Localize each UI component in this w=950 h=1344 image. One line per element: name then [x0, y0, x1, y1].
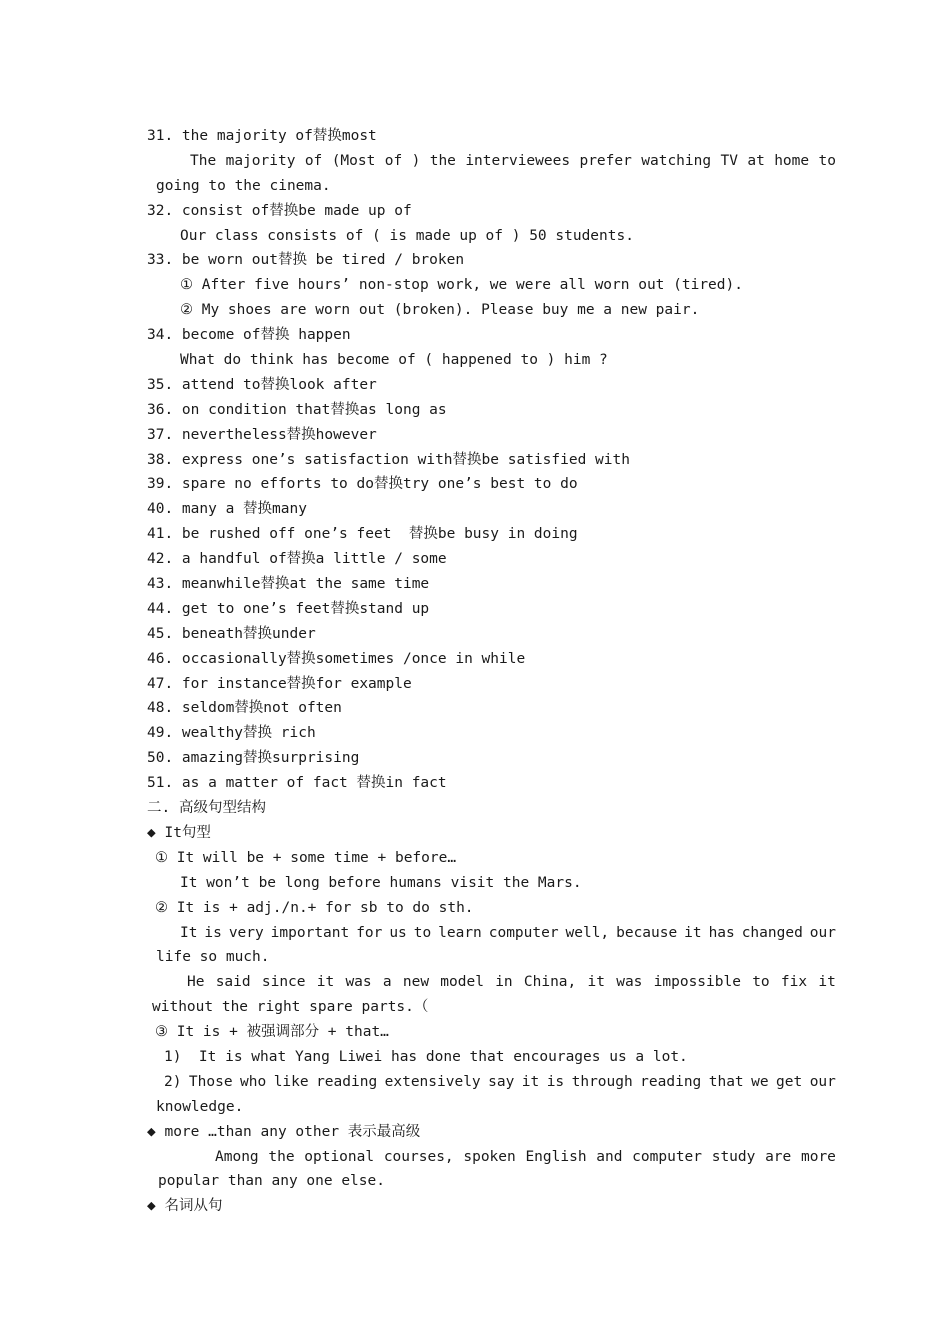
word: we — [751, 1073, 769, 1090]
word: majority — [225, 152, 296, 169]
word: a — [382, 974, 392, 991]
word: of — [304, 152, 323, 169]
text-line: 41. be rushed off one’s feet 替换be busy in doing — [147, 526, 578, 543]
word: it — [587, 974, 605, 991]
document-body — [0, 124, 950, 1219]
word: of — [384, 152, 403, 169]
word: spoken — [463, 1148, 516, 1165]
text-line — [0, 921, 836, 946]
word: courses, — [383, 1148, 454, 1165]
word: it — [316, 974, 335, 991]
text-line: 48. seldom替换not often — [147, 700, 342, 717]
text-line: 39. spare no efforts to do替换try one’s best to do — [147, 476, 578, 493]
word: Among — [215, 1148, 259, 1165]
text-line: going to the cinema. — [156, 177, 331, 194]
text-line — [0, 970, 836, 995]
word: new — [402, 974, 430, 991]
text-line: 42. a handful of替换a little / some — [147, 551, 447, 568]
word: us — [389, 924, 407, 941]
word: optional — [304, 1148, 375, 1165]
text-line: ◆ It句型 — [147, 824, 211, 841]
text-line: without the right spare parts.（ — [152, 999, 429, 1016]
word: watching — [641, 152, 712, 169]
text-line: 38. express one’s satisfaction with替换be satisfied with — [147, 451, 630, 468]
word: Those — [188, 1073, 233, 1090]
word: ) — [411, 152, 421, 169]
text-line: 37. nevertheless替换however — [147, 426, 377, 443]
word: our — [809, 924, 836, 941]
word: English — [525, 1148, 587, 1165]
text-line: 51. as a matter of fact 替换in fact — [147, 775, 447, 792]
word: it — [684, 924, 702, 941]
word: home — [774, 152, 810, 169]
text-line: 47. for instance替换for example — [147, 675, 412, 692]
text-line: 33. be worn out替换 be tired / broken — [147, 252, 465, 269]
text-line — [0, 1145, 836, 1170]
word: important — [270, 924, 350, 941]
text-line: knowledge. — [156, 1098, 244, 1115]
word: because — [616, 924, 678, 941]
word: is — [546, 1073, 565, 1090]
word: the — [268, 1148, 295, 1165]
text-line: ② It is + adj./n.+ for sb to do sth. — [155, 899, 474, 916]
word: say — [488, 1073, 515, 1090]
word: It — [180, 924, 198, 941]
word: in — [495, 974, 513, 991]
word: was — [616, 974, 643, 991]
word: to — [818, 152, 836, 169]
text-line: 32. consist of替换be made up of — [147, 202, 412, 219]
word: fix — [780, 974, 808, 991]
word: has — [708, 924, 735, 941]
text-line: What do think has become of ( happened to ) him ? — [180, 352, 608, 369]
text-line: Our class consists of ( is made up of ) 50 students. — [180, 227, 634, 244]
text-line: 31. the majority of替换most — [147, 128, 377, 144]
text-line: 1) It is what Yang Liwei has done that encourages us a lot. — [164, 1048, 688, 1065]
word: it — [818, 974, 836, 991]
word: extensively — [384, 1073, 481, 1090]
word: are — [765, 1148, 792, 1165]
text-line — [0, 1070, 836, 1095]
word: computer — [488, 924, 559, 941]
text-line: 36. on condition that替换as long as — [147, 401, 447, 418]
word: and — [596, 1148, 623, 1165]
text-line: 45. beneath替换under — [147, 625, 316, 642]
text-line: 35. attend to替换look after — [147, 376, 377, 393]
word: changed — [741, 924, 803, 941]
word: was — [345, 974, 372, 991]
text-line: ③ It is + 被强调部分 + that… — [155, 1024, 389, 1041]
text-line: popular than any one else. — [158, 1173, 385, 1190]
word: get — [776, 1073, 803, 1090]
word: that — [708, 1073, 744, 1090]
word: TV — [720, 152, 738, 169]
word: to — [413, 924, 432, 941]
word: more — [800, 1148, 836, 1165]
word: our — [809, 1073, 836, 1090]
text-line: 43. meanwhile替换at the same time — [147, 576, 430, 593]
word: to — [752, 974, 770, 991]
word: at — [747, 152, 765, 169]
word: it — [521, 1073, 540, 1090]
word: study — [711, 1148, 756, 1165]
word: (Most — [331, 152, 376, 169]
word: since — [261, 974, 306, 991]
word: said — [215, 974, 251, 991]
text-line: 二. 高级句型结构 — [147, 800, 266, 817]
word: who — [240, 1073, 267, 1090]
text-line: ① It will be + some time + before… — [155, 849, 457, 866]
text-line: life so much. — [156, 949, 270, 966]
text-line: 46. occasionally替换sometimes /once in while — [147, 650, 526, 667]
word: is — [204, 924, 222, 941]
word: learn — [438, 924, 482, 941]
text-line: 44. get to one’s feet替换stand up — [147, 600, 430, 617]
word: the — [429, 152, 456, 169]
text-line: It won’t be long before humans visit the Mars. — [180, 874, 582, 891]
text-line: ② My shoes are worn out (broken). Please buy me a new pair. — [180, 302, 700, 319]
text-line: 50. amazing替换surprising — [147, 750, 360, 767]
word: impossible — [653, 974, 741, 991]
word: interviewees — [465, 152, 571, 169]
word: 2) — [164, 1073, 182, 1090]
text-line — [0, 149, 836, 174]
word: prefer — [579, 152, 632, 169]
text-line: 40. many a 替换many — [147, 501, 307, 518]
word: like — [273, 1073, 309, 1090]
word: through — [571, 1073, 633, 1090]
text-line: ◆ 名词从句 — [147, 1198, 223, 1215]
word: well, — [565, 924, 610, 941]
text-line: ① After five hours’ non-stop work, we were all worn out (tired). — [180, 277, 743, 294]
word: very — [228, 924, 264, 941]
text-line: ◆ more …than any other 表示最高级 — [147, 1123, 421, 1140]
text-line: 49. wealthy替换 rich — [147, 725, 316, 742]
word: The — [190, 152, 217, 169]
word: China, — [523, 974, 577, 991]
text-line: 34. become of替换 happen — [147, 327, 351, 344]
word: reading — [316, 1073, 378, 1090]
word: reading — [640, 1073, 702, 1090]
word: He — [187, 974, 205, 991]
word: model — [440, 974, 484, 991]
word: computer — [632, 1148, 703, 1165]
word: for — [356, 924, 383, 941]
